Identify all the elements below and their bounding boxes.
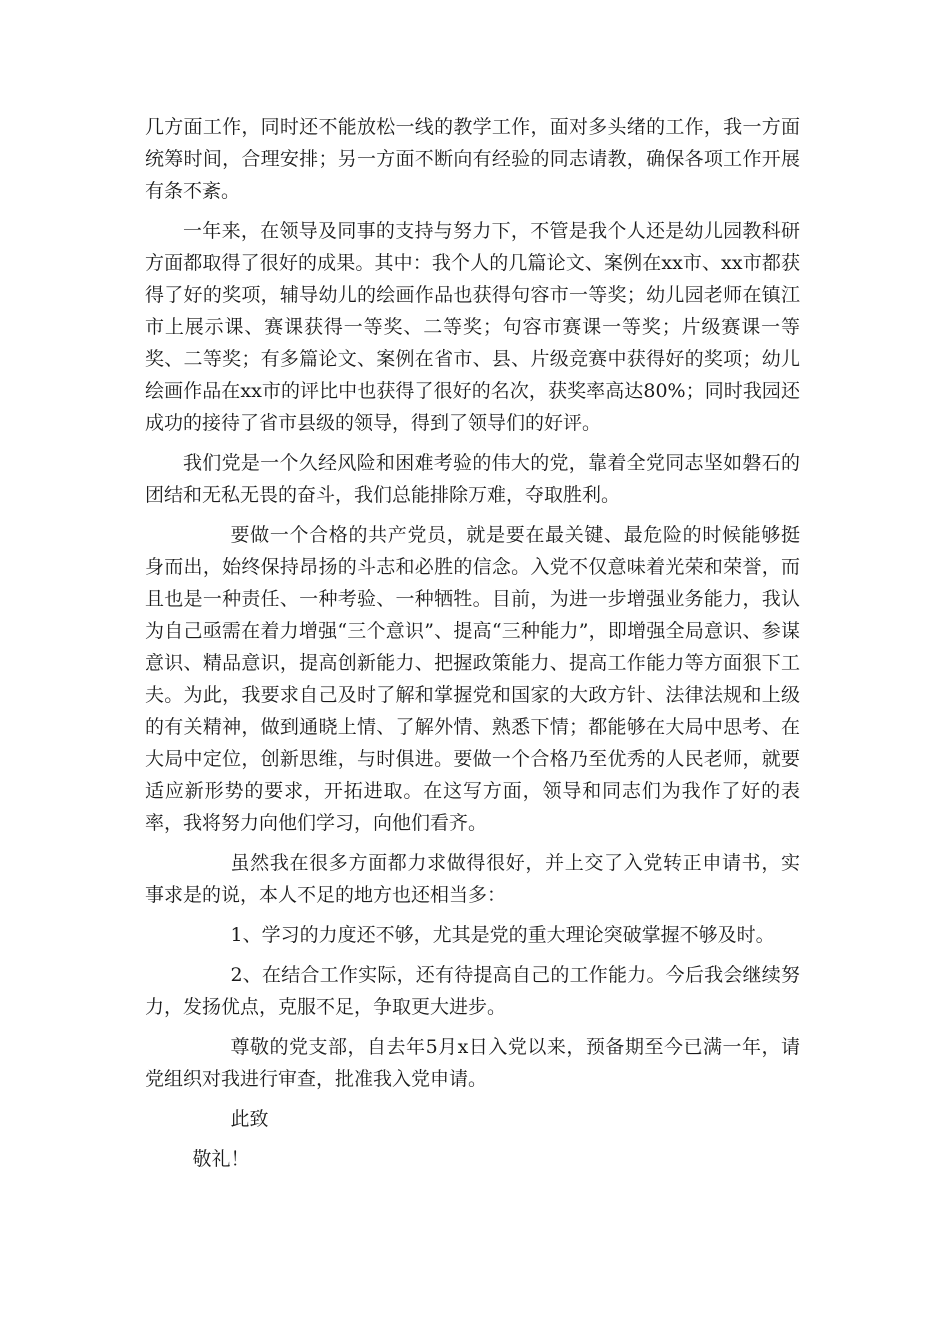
paragraph-1: 几方面工作，同时还不能放松一线的教学工作，面对多头绪的工作，我一方面统筹时间，合理安排；另一方面不断向有经验的同志请教，确保各项工作开展有条不紊。 [145, 116, 800, 202]
closing-respect: 敬礼！ [192, 1148, 250, 1170]
paragraph-7: 2、在结合工作实际，还有待提高自己的工作能力。今后我会继续努力，发扬优点，克服不足，争取更大进步。 [145, 964, 800, 1018]
paragraph-4: 要做一个合格的共产党员，就是要在最关键、最危险的时候能够挺身而出，始终保持昂扬的斗志和必胜的信念。入党不仅意味着光荣和荣誉，而且也是一种责任、一种考验、一种牺牲。目前，为进一步增强业务能力，我认为自己亟需在着力增强“三个意识”、提高“三种能力”，即增强全局意识、参谋意识、精品意识，提高创新能力、把握政策能力、提高工作能力等方面狠下工夫。为此，我要求自己及时了解和掌握党和国家的大政方针、法律法规和上级的有关精神，做到通晓上情、了解外情、熟悉下情；都能够在大局中思考、在大局中定位，创新思维，与时俱进。要做一个合格乃至优秀的人民老师，就要适应新形势的要求，开拓进取。在这写方面，领导和同志们为我作了好的表率，我将努力向他们学习，向他们看齐。 [145, 524, 800, 834]
paragraph-8: 尊敬的党支部，自去年5月x日入党以来，预备期至今已满一年，请党组织对我进行审查，批准我入党申请。 [145, 1036, 800, 1090]
paragraph-6: 1、学习的力度还不够，尤其是党的重大理论突破掌握不够及时。 [230, 924, 775, 946]
closing-salutation: 此致 [230, 1108, 269, 1130]
paragraph-5: 虽然我在很多方面都力求做得很好，并上交了入党转正申请书，实事求是的说，本人不足的地方也还相当多： [145, 852, 800, 906]
paragraph-3: 我们党是一个久经风险和困难考验的伟大的党，靠着全党同志坚如磐石的团结和无私无畏的奋斗，我们总能排除万难，夺取胜利。 [145, 452, 800, 506]
document-body [145, 111, 800, 1175]
paragraph-2: 一年来，在领导及同事的支持与努力下，不管是我个人还是幼儿园教科研方面都取得了很好的成果。其中：我个人的几篇论文、案例在xx市、xx市都获得了好的奖项，辅导幼儿的绘画作品也获得句容市一等奖；幼儿园老师在镇江市上展示课、赛课获得一等奖、二等奖；句容市赛课一等奖；片级赛课一等奖、二等奖；有多篇论文、案例在省市、县、片级竞赛中获得好的奖项；幼儿绘画作品在xx市的评比中也获得了很好的名次，获奖率高达80%；同时我园还成功的接待了省市县级的领导，得到了领导们的好评。 [145, 220, 800, 434]
